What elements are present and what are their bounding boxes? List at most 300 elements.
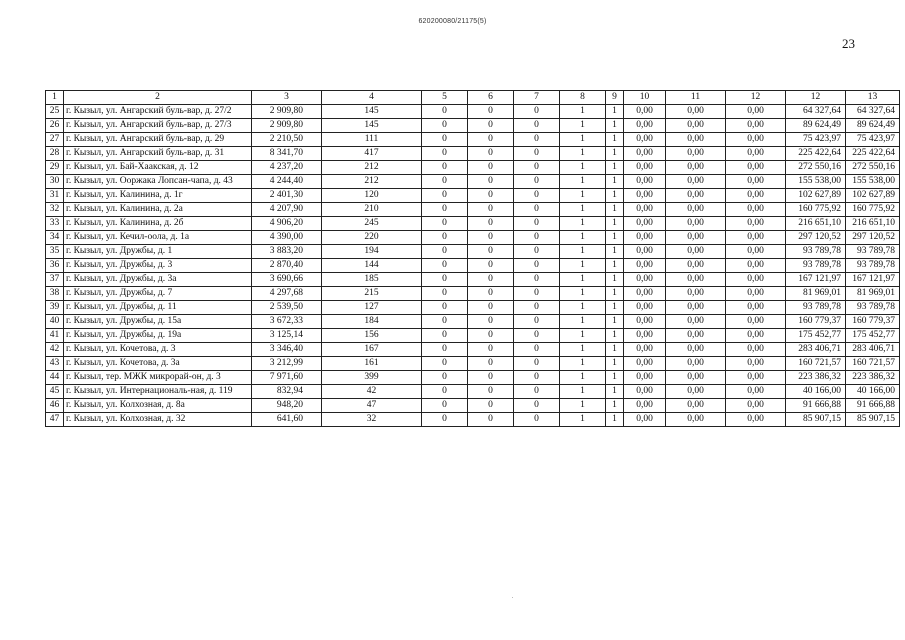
col-12b-value-cell: 160 775,92 xyxy=(786,203,846,217)
address-cell: г. Кызыл, ул. Калинина, д. 2б xyxy=(64,217,252,231)
header-cell-1: 1 xyxy=(46,91,64,105)
col-12b-value-cell: 216 651,10 xyxy=(786,217,846,231)
header-cell-9: 9 xyxy=(606,91,624,105)
col-10-value-cell: 0,00 xyxy=(624,371,666,385)
col-5-value-cell: 0 xyxy=(422,385,468,399)
col-8-value-cell: 1 xyxy=(560,231,606,245)
row-number-cell: 31 xyxy=(46,189,64,203)
table-row xyxy=(46,343,900,357)
col-10-value-cell: 0,00 xyxy=(624,161,666,175)
col-4-value-cell: 215 xyxy=(322,287,422,301)
table-row xyxy=(46,231,900,245)
row-number-cell: 29 xyxy=(46,161,64,175)
col-6-value-cell: 0 xyxy=(468,189,514,203)
col-11-value-cell: 0,00 xyxy=(666,105,726,119)
table-row xyxy=(46,245,900,259)
col-7-value-cell: 0 xyxy=(514,287,560,301)
page-number: 23 xyxy=(842,36,855,51)
col-7-value-cell: 0 xyxy=(514,203,560,217)
area-cell: 4 906,20 xyxy=(252,217,322,231)
col-7-value-cell: 0 xyxy=(514,231,560,245)
col-5-value-cell: 0 xyxy=(422,105,468,119)
table-body xyxy=(46,105,900,427)
address-cell: г. Кызыл, тер. МЖК микрорай-он, д. 3 xyxy=(64,371,252,385)
header-cell-7: 7 xyxy=(514,91,560,105)
row-number-cell: 42 xyxy=(46,343,64,357)
col-13-value-cell: 160 721,57 xyxy=(846,357,900,371)
header-row xyxy=(46,91,900,105)
col-10-value-cell: 0,00 xyxy=(624,119,666,133)
col-10-value-cell: 0,00 xyxy=(624,385,666,399)
row-number-cell: 41 xyxy=(46,329,64,343)
area-cell: 832,94 xyxy=(252,385,322,399)
col-6-value-cell: 0 xyxy=(468,133,514,147)
table-row xyxy=(46,399,900,413)
col-11-value-cell: 0,00 xyxy=(666,287,726,301)
col-10-value-cell: 0,00 xyxy=(624,315,666,329)
col-4-value-cell: 42 xyxy=(322,385,422,399)
col-9-value-cell: 1 xyxy=(606,133,624,147)
col-12b-value-cell: 155 538,00 xyxy=(786,175,846,189)
col-13-value-cell: 160 779,37 xyxy=(846,315,900,329)
col-12a-value-cell: 0,00 xyxy=(726,371,786,385)
row-number-cell: 30 xyxy=(46,175,64,189)
col-9-value-cell: 1 xyxy=(606,413,624,427)
col-5-value-cell: 0 xyxy=(422,231,468,245)
table-row xyxy=(46,203,900,217)
col-5-value-cell: 0 xyxy=(422,203,468,217)
col-11-value-cell: 0,00 xyxy=(666,133,726,147)
col-6-value-cell: 0 xyxy=(468,217,514,231)
col-13-value-cell: 297 120,52 xyxy=(846,231,900,245)
col-12b-value-cell: 81 969,01 xyxy=(786,287,846,301)
col-5-value-cell: 0 xyxy=(422,217,468,231)
col-10-value-cell: 0,00 xyxy=(624,217,666,231)
col-12b-value-cell: 102 627,89 xyxy=(786,189,846,203)
area-cell: 3 346,40 xyxy=(252,343,322,357)
table-row xyxy=(46,161,900,175)
table-row xyxy=(46,301,900,315)
col-13-value-cell: 272 550,16 xyxy=(846,161,900,175)
col-9-value-cell: 1 xyxy=(606,161,624,175)
col-6-value-cell: 0 xyxy=(468,315,514,329)
col-13-value-cell: 85 907,15 xyxy=(846,413,900,427)
area-cell: 2 210,50 xyxy=(252,133,322,147)
col-8-value-cell: 1 xyxy=(560,161,606,175)
col-12b-value-cell: 272 550,16 xyxy=(786,161,846,175)
col-4-value-cell: 212 xyxy=(322,161,422,175)
col-13-value-cell: 167 121,97 xyxy=(846,273,900,287)
col-13-value-cell: 64 327,64 xyxy=(846,105,900,119)
col-5-value-cell: 0 xyxy=(422,413,468,427)
col-13-value-cell: 155 538,00 xyxy=(846,175,900,189)
col-10-value-cell: 0,00 xyxy=(624,273,666,287)
col-5-value-cell: 0 xyxy=(422,287,468,301)
col-9-value-cell: 1 xyxy=(606,231,624,245)
col-9-value-cell: 1 xyxy=(606,189,624,203)
table-row xyxy=(46,315,900,329)
col-13-value-cell: 216 651,10 xyxy=(846,217,900,231)
row-number-cell: 46 xyxy=(46,399,64,413)
col-6-value-cell: 0 xyxy=(468,119,514,133)
address-cell: г. Кызыл, ул. Дружбы, д. 3а xyxy=(64,273,252,287)
col-7-value-cell: 0 xyxy=(514,133,560,147)
area-cell: 3 883,20 xyxy=(252,245,322,259)
address-cell: г. Кызыл, ул. Дружбы, д. 11 xyxy=(64,301,252,315)
row-number-cell: 27 xyxy=(46,133,64,147)
col-9-value-cell: 1 xyxy=(606,399,624,413)
col-8-value-cell: 1 xyxy=(560,371,606,385)
col-5-value-cell: 0 xyxy=(422,273,468,287)
col-6-value-cell: 0 xyxy=(468,301,514,315)
col-12b-value-cell: 40 166,00 xyxy=(786,385,846,399)
col-10-value-cell: 0,00 xyxy=(624,245,666,259)
address-cell: г. Кызыл, ул. Ангарский буль-вар, д. 31 xyxy=(64,147,252,161)
col-4-value-cell: 212 xyxy=(322,175,422,189)
col-8-value-cell: 1 xyxy=(560,147,606,161)
col-9-value-cell: 1 xyxy=(606,301,624,315)
col-8-value-cell: 1 xyxy=(560,189,606,203)
col-10-value-cell: 0,00 xyxy=(624,287,666,301)
col-8-value-cell: 1 xyxy=(560,343,606,357)
col-11-value-cell: 0,00 xyxy=(666,119,726,133)
area-cell: 3 672,33 xyxy=(252,315,322,329)
area-cell: 8 341,70 xyxy=(252,147,322,161)
col-6-value-cell: 0 xyxy=(468,231,514,245)
col-8-value-cell: 1 xyxy=(560,413,606,427)
col-11-value-cell: 0,00 xyxy=(666,385,726,399)
col-12b-value-cell: 64 327,64 xyxy=(786,105,846,119)
col-12a-value-cell: 0,00 xyxy=(726,343,786,357)
col-13-value-cell: 223 386,32 xyxy=(846,371,900,385)
col-10-value-cell: 0,00 xyxy=(624,147,666,161)
col-9-value-cell: 1 xyxy=(606,245,624,259)
col-13-value-cell: 225 422,64 xyxy=(846,147,900,161)
address-cell: г. Кызыл, ул. Дружбы, д. 1 xyxy=(64,245,252,259)
col-8-value-cell: 1 xyxy=(560,399,606,413)
header-cell-3: 3 xyxy=(252,91,322,105)
col-9-value-cell: 1 xyxy=(606,259,624,273)
table-row xyxy=(46,385,900,399)
row-number-cell: 26 xyxy=(46,119,64,133)
col-12a-value-cell: 0,00 xyxy=(726,385,786,399)
area-cell: 2 870,40 xyxy=(252,259,322,273)
col-10-value-cell: 0,00 xyxy=(624,413,666,427)
col-4-value-cell: 210 xyxy=(322,203,422,217)
area-cell: 3 690,66 xyxy=(252,273,322,287)
col-13-value-cell: 283 406,71 xyxy=(846,343,900,357)
area-cell: 3 125,14 xyxy=(252,329,322,343)
address-cell: г. Кызыл, ул. Ооржака Лопсан-чапа, д. 43 xyxy=(64,175,252,189)
address-cell: г. Кызыл, ул. Калинина, д. 2а xyxy=(64,203,252,217)
col-10-value-cell: 0,00 xyxy=(624,301,666,315)
col-10-value-cell: 0,00 xyxy=(624,189,666,203)
row-number-cell: 40 xyxy=(46,315,64,329)
col-5-value-cell: 0 xyxy=(422,133,468,147)
col-11-value-cell: 0,00 xyxy=(666,231,726,245)
col-13-value-cell: 160 775,92 xyxy=(846,203,900,217)
col-10-value-cell: 0,00 xyxy=(624,203,666,217)
col-12a-value-cell: 0,00 xyxy=(726,105,786,119)
address-cell: г. Кызыл, ул. Кочетова, д. 3 xyxy=(64,343,252,357)
col-13-value-cell: 40 166,00 xyxy=(846,385,900,399)
address-cell: г. Кызыл, ул. Калинина, д. 1г xyxy=(64,189,252,203)
col-12b-value-cell: 89 624,49 xyxy=(786,119,846,133)
col-4-value-cell: 185 xyxy=(322,273,422,287)
header-cell-6: 6 xyxy=(468,91,514,105)
col-8-value-cell: 1 xyxy=(560,217,606,231)
col-7-value-cell: 0 xyxy=(514,343,560,357)
col-11-value-cell: 0,00 xyxy=(666,217,726,231)
row-number-cell: 37 xyxy=(46,273,64,287)
area-cell: 4 390,00 xyxy=(252,231,322,245)
row-number-cell: 39 xyxy=(46,301,64,315)
col-9-value-cell: 1 xyxy=(606,385,624,399)
col-4-value-cell: 145 xyxy=(322,119,422,133)
col-12b-value-cell: 93 789,78 xyxy=(786,245,846,259)
table-row xyxy=(46,371,900,385)
header-cell-2: 2 xyxy=(64,91,252,105)
col-9-value-cell: 1 xyxy=(606,147,624,161)
row-number-cell: 47 xyxy=(46,413,64,427)
col-4-value-cell: 245 xyxy=(322,217,422,231)
col-12a-value-cell: 0,00 xyxy=(726,175,786,189)
col-6-value-cell: 0 xyxy=(468,343,514,357)
col-7-value-cell: 0 xyxy=(514,105,560,119)
col-5-value-cell: 0 xyxy=(422,147,468,161)
col-13-value-cell: 175 452,77 xyxy=(846,329,900,343)
row-number-cell: 25 xyxy=(46,105,64,119)
col-7-value-cell: 0 xyxy=(514,175,560,189)
col-4-value-cell: 220 xyxy=(322,231,422,245)
col-12b-value-cell: 297 120,52 xyxy=(786,231,846,245)
col-4-value-cell: 156 xyxy=(322,329,422,343)
col-4-value-cell: 145 xyxy=(322,105,422,119)
address-cell: г. Кызыл, ул. Интернациональ-ная, д. 119 xyxy=(64,385,252,399)
col-5-value-cell: 0 xyxy=(422,119,468,133)
col-8-value-cell: 1 xyxy=(560,203,606,217)
address-cell: г. Кызыл, ул. Колхозная, д. 8а xyxy=(64,399,252,413)
table-row xyxy=(46,119,900,133)
col-11-value-cell: 0,00 xyxy=(666,413,726,427)
col-7-value-cell: 0 xyxy=(514,385,560,399)
table-header xyxy=(46,91,900,105)
col-12a-value-cell: 0,00 xyxy=(726,287,786,301)
col-9-value-cell: 1 xyxy=(606,217,624,231)
col-6-value-cell: 0 xyxy=(468,259,514,273)
col-12a-value-cell: 0,00 xyxy=(726,329,786,343)
col-13-value-cell: 93 789,78 xyxy=(846,259,900,273)
col-5-value-cell: 0 xyxy=(422,357,468,371)
col-6-value-cell: 0 xyxy=(468,371,514,385)
col-11-value-cell: 0,00 xyxy=(666,343,726,357)
area-cell: 4 297,68 xyxy=(252,287,322,301)
col-13-value-cell: 93 789,78 xyxy=(846,245,900,259)
col-13-value-cell: 91 666,88 xyxy=(846,399,900,413)
col-4-value-cell: 144 xyxy=(322,259,422,273)
col-12b-value-cell: 93 789,78 xyxy=(786,301,846,315)
col-8-value-cell: 1 xyxy=(560,133,606,147)
col-12b-value-cell: 160 779,37 xyxy=(786,315,846,329)
area-cell: 3 212,99 xyxy=(252,357,322,371)
col-12a-value-cell: 0,00 xyxy=(726,301,786,315)
row-number-cell: 35 xyxy=(46,245,64,259)
col-5-value-cell: 0 xyxy=(422,315,468,329)
header-cell-10: 10 xyxy=(624,91,666,105)
address-cell: г. Кызыл, ул. Кочетова, д. 3а xyxy=(64,357,252,371)
col-6-value-cell: 0 xyxy=(468,273,514,287)
col-6-value-cell: 0 xyxy=(468,357,514,371)
col-8-value-cell: 1 xyxy=(560,245,606,259)
col-10-value-cell: 0,00 xyxy=(624,399,666,413)
col-11-value-cell: 0,00 xyxy=(666,147,726,161)
col-9-value-cell: 1 xyxy=(606,119,624,133)
header-cell-4: 4 xyxy=(322,91,422,105)
col-13-value-cell: 102 627,89 xyxy=(846,189,900,203)
table-row xyxy=(46,413,900,427)
col-8-value-cell: 1 xyxy=(560,329,606,343)
scan-speck xyxy=(512,597,513,598)
col-12b-value-cell: 225 422,64 xyxy=(786,147,846,161)
col-11-value-cell: 0,00 xyxy=(666,203,726,217)
col-9-value-cell: 1 xyxy=(606,315,624,329)
table-row xyxy=(46,287,900,301)
col-11-value-cell: 0,00 xyxy=(666,273,726,287)
col-12b-value-cell: 91 666,88 xyxy=(786,399,846,413)
table-row xyxy=(46,189,900,203)
row-number-cell: 33 xyxy=(46,217,64,231)
address-cell: г. Кызыл, ул. Бай-Хаакская, д. 12 xyxy=(64,161,252,175)
col-9-value-cell: 1 xyxy=(606,273,624,287)
area-cell: 4 237,20 xyxy=(252,161,322,175)
row-number-cell: 45 xyxy=(46,385,64,399)
document-id: 620200080/21175(5) xyxy=(418,18,487,25)
header-cell-8: 8 xyxy=(560,91,606,105)
table-row xyxy=(46,105,900,119)
col-8-value-cell: 1 xyxy=(560,287,606,301)
col-7-value-cell: 0 xyxy=(514,357,560,371)
row-number-cell: 34 xyxy=(46,231,64,245)
col-12a-value-cell: 0,00 xyxy=(726,273,786,287)
address-cell: г. Кызыл, ул. Колхозная, д. 32 xyxy=(64,413,252,427)
col-8-value-cell: 1 xyxy=(560,119,606,133)
address-cell: г. Кызыл, ул. Дружбы, д. 19а xyxy=(64,329,252,343)
col-12a-value-cell: 0,00 xyxy=(726,231,786,245)
col-11-value-cell: 0,00 xyxy=(666,371,726,385)
col-5-value-cell: 0 xyxy=(422,343,468,357)
col-8-value-cell: 1 xyxy=(560,385,606,399)
address-cell: г. Кызыл, ул. Ангарский буль-вар, д. 29 xyxy=(64,133,252,147)
col-12a-value-cell: 0,00 xyxy=(726,259,786,273)
row-number-cell: 28 xyxy=(46,147,64,161)
col-9-value-cell: 1 xyxy=(606,175,624,189)
col-9-value-cell: 1 xyxy=(606,343,624,357)
col-12a-value-cell: 0,00 xyxy=(726,119,786,133)
col-7-value-cell: 0 xyxy=(514,315,560,329)
col-11-value-cell: 0,00 xyxy=(666,245,726,259)
col-4-value-cell: 167 xyxy=(322,343,422,357)
row-number-cell: 32 xyxy=(46,203,64,217)
col-5-value-cell: 0 xyxy=(422,161,468,175)
col-7-value-cell: 0 xyxy=(514,147,560,161)
address-cell: г. Кызыл, ул. Дружбы, д. 7 xyxy=(64,287,252,301)
col-4-value-cell: 194 xyxy=(322,245,422,259)
col-7-value-cell: 0 xyxy=(514,273,560,287)
address-cell: г. Кызыл, ул. Дружбы, д. 15а xyxy=(64,315,252,329)
row-number-cell: 36 xyxy=(46,259,64,273)
table-row xyxy=(46,329,900,343)
col-12a-value-cell: 0,00 xyxy=(726,413,786,427)
col-12a-value-cell: 0,00 xyxy=(726,357,786,371)
header-cell-11: 11 xyxy=(666,91,726,105)
col-8-value-cell: 1 xyxy=(560,105,606,119)
col-11-value-cell: 0,00 xyxy=(666,399,726,413)
col-4-value-cell: 161 xyxy=(322,357,422,371)
col-13-value-cell: 75 423,97 xyxy=(846,133,900,147)
table-row xyxy=(46,133,900,147)
col-12b-value-cell: 75 423,97 xyxy=(786,133,846,147)
col-9-value-cell: 1 xyxy=(606,371,624,385)
table-row xyxy=(46,273,900,287)
col-6-value-cell: 0 xyxy=(468,161,514,175)
col-7-value-cell: 0 xyxy=(514,301,560,315)
area-cell: 641,60 xyxy=(252,413,322,427)
col-7-value-cell: 0 xyxy=(514,329,560,343)
area-cell: 2 909,80 xyxy=(252,105,322,119)
col-9-value-cell: 1 xyxy=(606,329,624,343)
col-10-value-cell: 0,00 xyxy=(624,105,666,119)
col-12a-value-cell: 0,00 xyxy=(726,245,786,259)
col-4-value-cell: 417 xyxy=(322,147,422,161)
col-7-value-cell: 0 xyxy=(514,161,560,175)
col-7-value-cell: 0 xyxy=(514,371,560,385)
table-row xyxy=(46,175,900,189)
col-5-value-cell: 0 xyxy=(422,371,468,385)
area-cell: 2 401,30 xyxy=(252,189,322,203)
table-row xyxy=(46,217,900,231)
col-11-value-cell: 0,00 xyxy=(666,357,726,371)
col-7-value-cell: 0 xyxy=(514,245,560,259)
col-12a-value-cell: 0,00 xyxy=(726,133,786,147)
col-11-value-cell: 0,00 xyxy=(666,301,726,315)
col-5-value-cell: 0 xyxy=(422,301,468,315)
col-10-value-cell: 0,00 xyxy=(624,175,666,189)
col-12b-value-cell: 175 452,77 xyxy=(786,329,846,343)
col-11-value-cell: 0,00 xyxy=(666,259,726,273)
col-12b-value-cell: 283 406,71 xyxy=(786,343,846,357)
table-row xyxy=(46,357,900,371)
col-11-value-cell: 0,00 xyxy=(666,329,726,343)
col-7-value-cell: 0 xyxy=(514,217,560,231)
col-5-value-cell: 0 xyxy=(422,189,468,203)
col-11-value-cell: 0,00 xyxy=(666,315,726,329)
col-8-value-cell: 1 xyxy=(560,357,606,371)
col-12b-value-cell: 85 907,15 xyxy=(786,413,846,427)
col-5-value-cell: 0 xyxy=(422,245,468,259)
header-cell-13: 12 xyxy=(786,91,846,105)
col-12b-value-cell: 160 721,57 xyxy=(786,357,846,371)
col-8-value-cell: 1 xyxy=(560,301,606,315)
col-8-value-cell: 1 xyxy=(560,175,606,189)
col-12a-value-cell: 0,00 xyxy=(726,189,786,203)
col-11-value-cell: 0,00 xyxy=(666,189,726,203)
address-cell: г. Кызыл, ул. Кечил-оола, д. 1а xyxy=(64,231,252,245)
col-6-value-cell: 0 xyxy=(468,147,514,161)
col-7-value-cell: 0 xyxy=(514,399,560,413)
col-6-value-cell: 0 xyxy=(468,413,514,427)
col-4-value-cell: 399 xyxy=(322,371,422,385)
col-5-value-cell: 0 xyxy=(422,329,468,343)
